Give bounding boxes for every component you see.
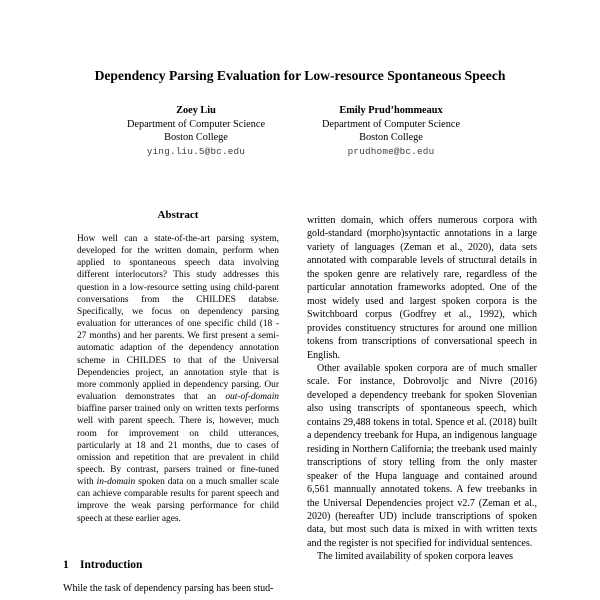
author-department: Department of Computer Science (321, 118, 461, 130)
section-heading-introduction (63, 559, 142, 571)
section-label: Introduction (80, 559, 143, 571)
left-column-body-line: While the task of dependency parsing has been stud- (63, 583, 274, 594)
author-email: prudhome@bc.edu (347, 145, 435, 157)
body-paragraph: written domain, which offers numerous corpora with gold-standard (morpho)syntactic annotations in a large variety of languages (Zeman et al., 2020), data sets annotated with comparable levels of structural details in the spoken genre are relatively rare, regardless of the particular annotation frameworks adopted. One of the most widely used and largest spoken corpora is the Switchboard corpus (Godfrey et al., 1992), which provides constituency structures for around one million tokens from transcriptions of conversational speech in English. (307, 215, 537, 361)
abstract-text-run: spoken data on a much smaller scale can achieve comparable results for parent speech and improve the weak parsing performance for child speech at these earlier ages. (77, 477, 279, 524)
author-name: Zoey Liu (176, 105, 216, 116)
author-email: ying.liu.5@bc.edu (146, 145, 246, 157)
abstract-italic-term: in-domain (96, 477, 136, 488)
body-paragraph: Other available spoken corpora are of much smaller scale. For instance, Dobrovoljc and Nivre (2016) developed a dependency treebank for spoken Slovenian also using transcripts of spontaneous speech, which contains 29,488 tokens in total. Spence et al. (2018) built a dependency treebank for Hupa, an indigenous language residing in Northern California; the treebank used mainly transcriptions of story telling from the only master speaker of the Hupa language and contained around 6,561 mannually annotated tokens. A few treebanks in the Universal Dependencies project v2.7 (Zeman et al., 2020) (hereafter UD) include transcriptions of spoken data, but most such data is mixed in with written texts and the register is not specified for individual sentences. (307, 362, 537, 549)
section-number: 1 (63, 559, 69, 571)
abstract-paragraph (77, 233, 279, 525)
abstract-heading: Abstract (157, 209, 199, 221)
right-column-text (307, 214, 537, 600)
author-department: Department of Computer Science (126, 118, 266, 130)
author-name: Emily Prud’hommeaux (339, 105, 443, 116)
paper-title: Dependency Parsing Evaluation for Low-resource Spontaneous Speech (94, 68, 506, 84)
author-institution: Boston College (359, 132, 423, 143)
abstract-text-run: biaffine parser trained only on written texts performs well with parent speech. There is, however, much room for improvement on child utterances, particularly at 18 and 21 months, due to cases of omission and repetition that are prevalent in child speech. By contrast, parsers trained or fine-tuned with (77, 404, 279, 488)
body-paragraph: The limited availability of spoken corpora leaves (317, 551, 514, 563)
author-block-zoey-liu (86, 104, 306, 158)
author-block-emily-prudhommeaux (281, 104, 501, 158)
abstract-italic-term: out-of-domain (225, 392, 279, 403)
author-institution: Boston College (164, 132, 228, 143)
abstract-text-run: How well can a state-of-the-art parsing system, developed for the written domain, perform when applied to spontaneous speech data involving different interlocutors? This study addresses this question in a low-resource setting using child-parent conversations from the CHILDES databse. Specifically, we focus on dependency parsing evaluation for utterances of one specific child (18 - 27 months) and her parents. We first present a semi-automatic adaption of the dependency annotation scheme in CHILDES to that of the Universal Dependencies project, an annotation style that is more commonly applied in dependency parsing. Our evaluation demonstrates that an (77, 234, 279, 403)
